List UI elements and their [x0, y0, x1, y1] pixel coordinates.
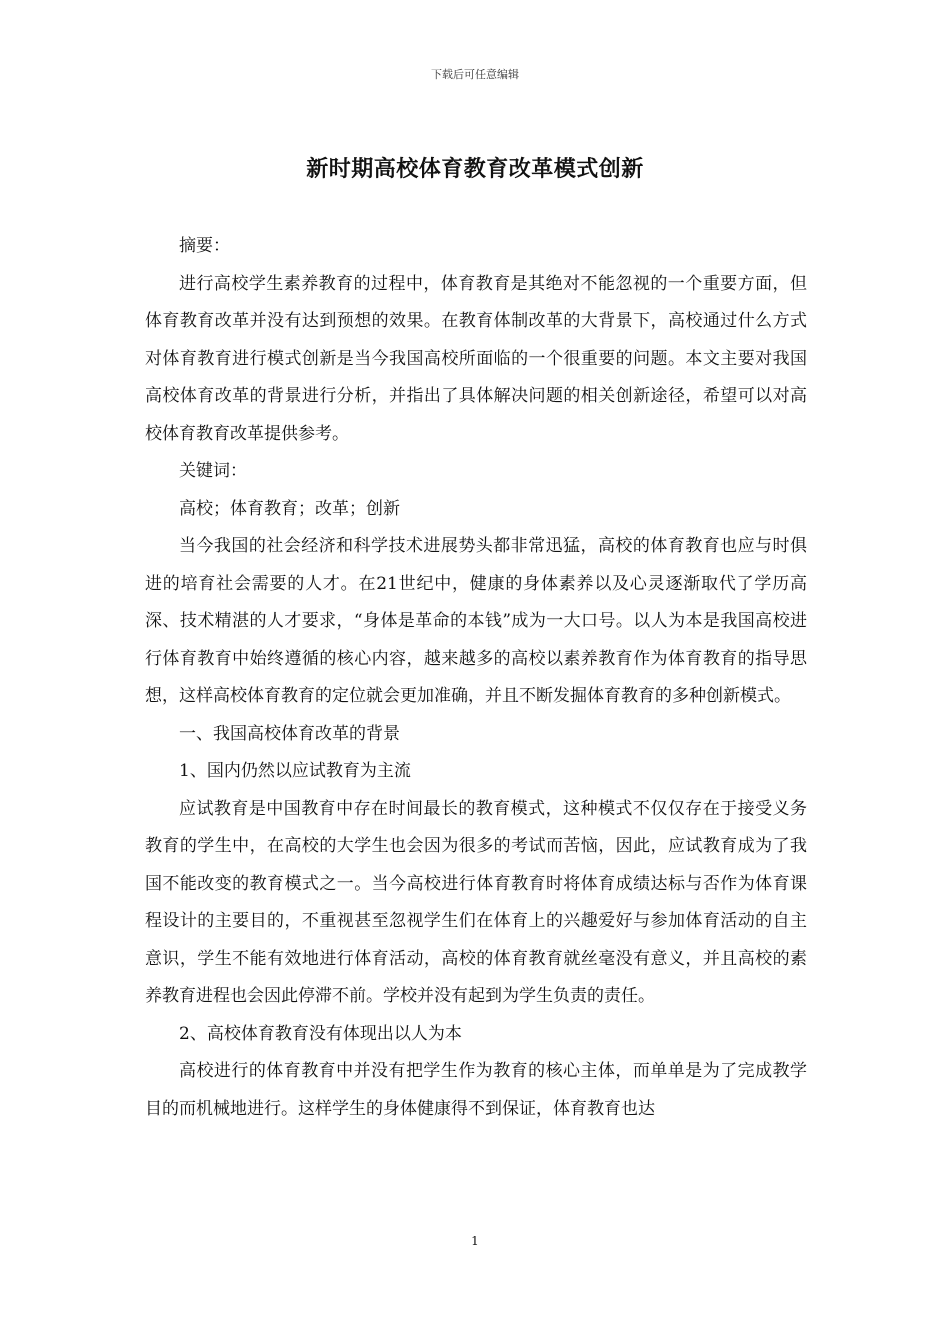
abstract-paragraph: 进行高校学生素养教育的过程中，体育教育是其绝对不能忽视的一个重要方面，但体育教育改革并没有达到预想的效果。在教育体制改革的大背景下，高校通过什么方式对体育教育进行模式创新是当今我国高校所面临的一个很重要的问题。本文主要对我国高校体育改革的背景进行分析，并指出了具体解决问题的相关创新途径，希望可以对高校体育教育改革提供参考。 [145, 273, 807, 444]
keywords-heading: 关键词： [179, 461, 247, 481]
body-paragraph: 高校进行的体育教育中并没有把学生作为教育的核心主体，而单单是为了完成教学目的而机械地进行。这样学生的身体健康得不到保证，体育教育也达 [145, 1061, 807, 1119]
subsection-heading-2: 2、高校体育教育没有体现出以人为本 [179, 1023, 462, 1044]
body-paragraph: 应试教育是中国教育中存在时间最长的教育模式，这种模式不仅仅存在于接受义务教育的学生中，在高校的大学生也会因为很多的考试而苦恼，因此，应试教育成为了我国不能改变的教育模式之一。当今高校进行体育教育时将体育成绩达标与否作为体育课程设计的主要目的，不重视甚至忽视学生们在体育上的兴趣爱好与参加体育活动的自主意识，学生不能有效地进行体育活动，高校的体育教育就丝毫没有意义，并且高校的素养教育进程也会因此停滞不前。学校并没有起到为学生负责的责任。 [145, 798, 807, 1006]
intro-paragraph: 当今我国的社会经济和科学技术进展势头都非常迅猛，高校的体育教育也应与时俱进的培育社会需要的人才。在21世纪中，健康的身体素养以及心灵逐渐取代了学历高深、技术精湛的人才要求，“身体是革命的本钱”成为一大口号。以人为本是我国高校进行体育教育中始终遵循的核心内容，越来越多的高校以素养教育作为体育教育的指导思想，这样高校体育教育的定位就会更加准确，并且不断发掘体育教育的多种创新模式。 [145, 536, 807, 706]
document-body [145, 228, 807, 1128]
abstract-heading: 摘要： [179, 236, 230, 256]
document-title: 新时期高校体育教育改革模式创新 [306, 157, 644, 182]
page-header: 下载后可任意编辑 [431, 68, 519, 81]
section-heading-1: 一、我国高校体育改革的背景 [179, 723, 400, 744]
keywords-list: 高校；体育教育；改革；创新 [179, 498, 400, 519]
subsection-heading-1: 1、国内仍然以应试教育为主流 [179, 761, 411, 781]
page-number: 1 [471, 1234, 479, 1248]
